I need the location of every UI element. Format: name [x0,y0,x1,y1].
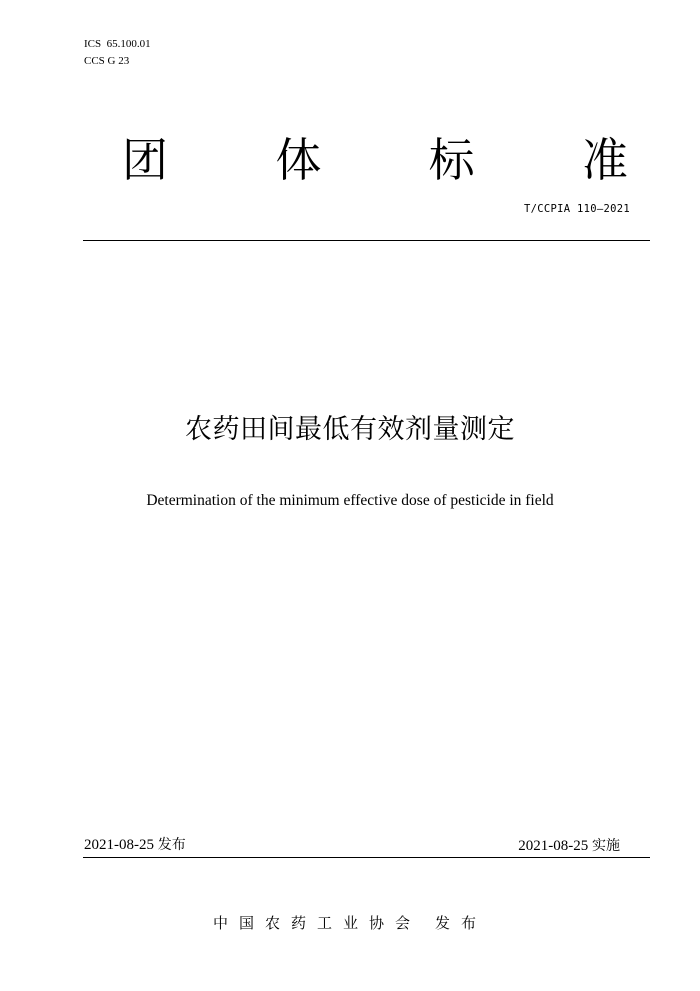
footer-divider [83,857,650,858]
implement-date [518,836,620,856]
ics-code: ICS 65.100.01 [84,38,151,50]
publisher-action: 发布 [435,914,488,932]
publish-date [84,835,186,855]
publisher-organization: 中国农药工业协会 [212,914,421,932]
implement-date-label: 实施 [592,838,620,854]
chinese-title: 农药田间最低有效剂量测定 [185,414,515,445]
document-type-title [95,128,655,192]
document-type-char-4: 准 [581,133,628,187]
implement-date-value: 2021-08-25 [518,838,589,854]
document-type-char-3: 标 [428,133,475,187]
classification-codes [84,36,151,70]
ccs-code: CCS G 23 [84,55,130,67]
publish-date-label: 发布 [157,837,186,853]
publish-date-value: 2021-08-25 [84,837,154,853]
header-divider [83,240,650,241]
publisher-line [0,912,700,934]
document-type-char-1: 团 [122,133,168,187]
document-type-char-2: 体 [275,133,322,187]
standard-number: T/CCPIA 110—2021 [524,203,630,215]
english-title: Determination of the minimum effective dose of pesticide in field [146,492,554,509]
